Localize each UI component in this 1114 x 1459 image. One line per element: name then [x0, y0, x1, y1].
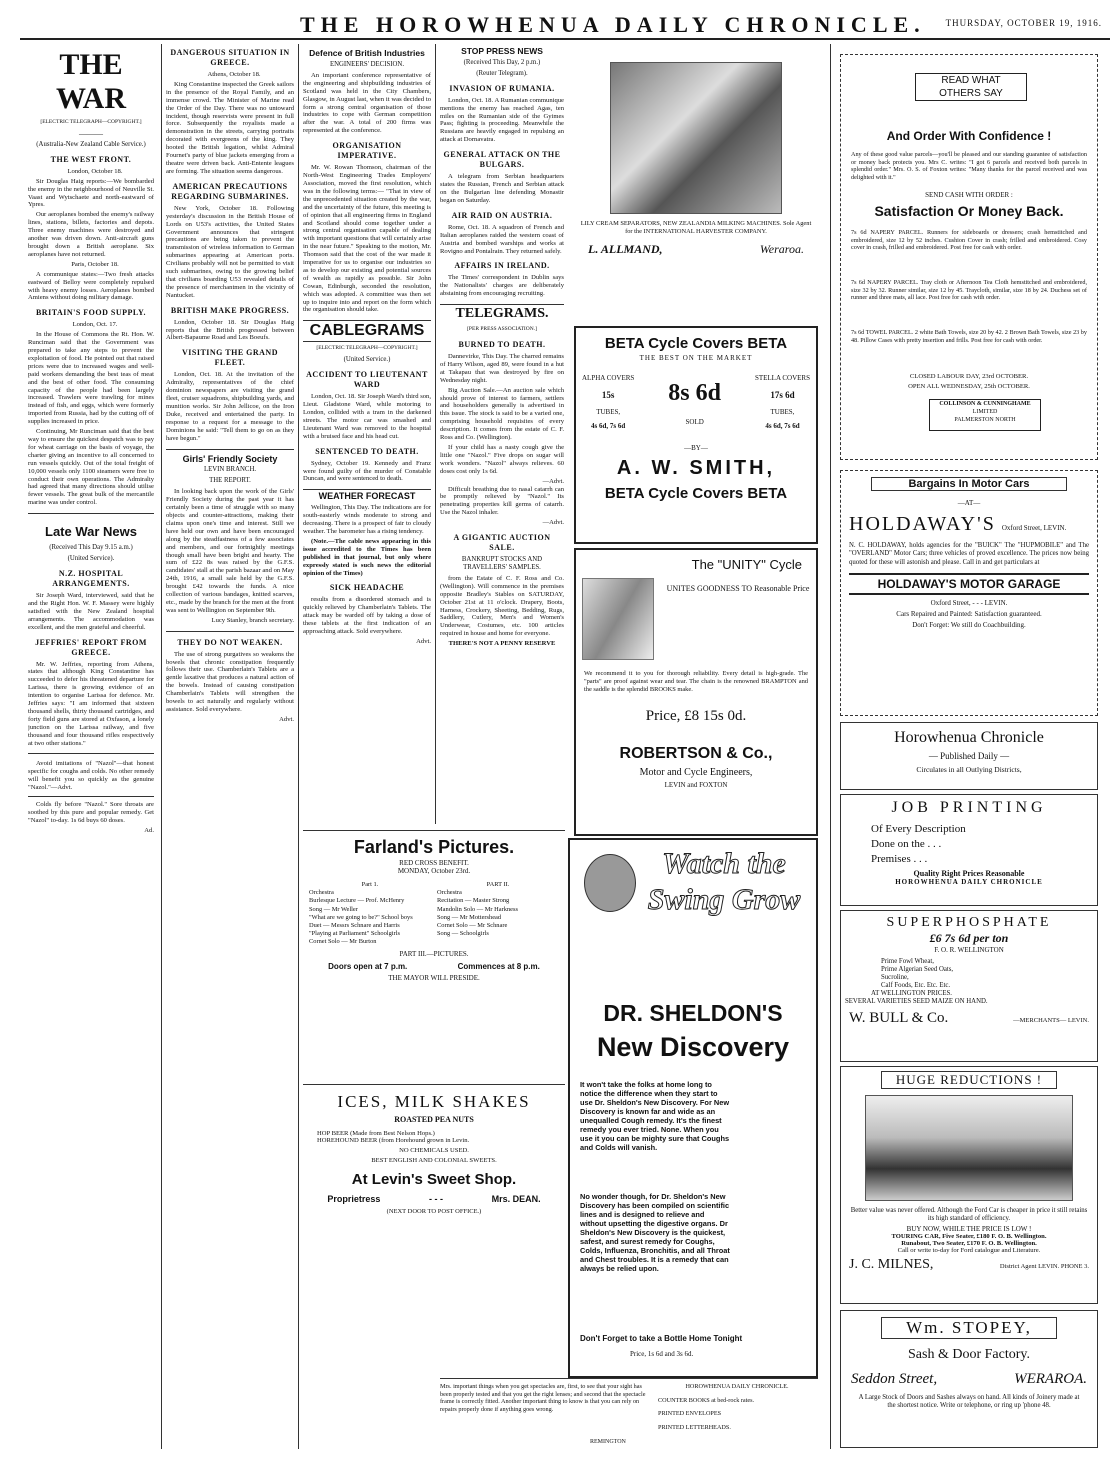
beta-ad [574, 326, 818, 544]
farland-part2 [431, 881, 559, 947]
holdaway-ad [840, 470, 1098, 716]
collinson-logo [929, 399, 1041, 431]
unity-sub: UNITES GOODNESS TO Reasonable Price [666, 584, 810, 593]
newspaper-title: THE HOROWHENUA DAILY CHRONICLE. [300, 12, 926, 37]
farland-sub: RED CROSS BENEFIT. [399, 859, 469, 867]
huge-title: HUGE REDUCTIONS ! [881, 1071, 1057, 1089]
article-text: Mr. W. Rowan Thomson, chairman of the North-West Engineering Trades Employers' Association, moved the first resolution, which was in the following terms:— "That in view of the unprecedented situation created by the war, and the uncertainty of the future, this meeting is of opinion that all engineering firms in England and Scotland should come together under a strong central organisation capable of dealing with important questions that will certainly arise in the near future." Speaking to the motion, Mr. Thomson said that the cost of the war made it imperative for us to organise our industries so as to develop our existing and potential sources of wealth as rapidly as possible. Sir John Cowan, Edinburgh, seconded the resolution, which was adopted. A committee was then set up to inquire into and report on the form which the organisation should take. [303, 164, 431, 314]
chronicle-sub: — Published Daily — [928, 751, 1010, 761]
unity-body: We recommend it to you for thorough reliability. Every detail is high-grade. The "parts" are proof against wear and tear. The chain is the renowned BRAMPTON and the saddle is the splendid BROOKS make. [584, 670, 808, 693]
chronicle-line: HOROWHENUA DAILY CHRONICLE. [685, 1383, 789, 1390]
super-items [845, 958, 1097, 1006]
super-item: SEVERAL VARIETIES SEED MAIZE ON HAND. [845, 998, 988, 1005]
spectacles-ad: Mrs. important things when you get spectacles are, first, to see that your sight has been properly tested and that you get the right lenses; and second that the spectacle frame is correctly fitted. Another important thing to know is that you can rely on repairs properly done if anything goes wrong. [440, 1383, 646, 1413]
beta-bottom: BETA Cycle Covers BETA [604, 485, 788, 502]
nazol-ad: Avoid imitations of "Nazol"—that honest specific for coughs and colds. No other remedy will benefit you so quickly as the genuine "Nazol."—Advt. [28, 760, 154, 792]
sheldon-forget: Don't Forget to take a Bottle Home Tonight [580, 1334, 743, 1343]
air-raid-heading: AIR RAID ON AUSTRIA. [451, 210, 553, 220]
chronicle-circ: Circulates in all Outlying Districts, [916, 765, 1022, 774]
chronicle-line: PRINTED ENVELOPES [658, 1410, 722, 1418]
program-item: Song — Mr Mottershead [437, 913, 502, 921]
parcel-offer: 7s 6d TOWEL PARCEL. 2 white Bath Towels, size 20 by 42. 2 Brown Bath Towels, size 23 by 48. Pillow Cases with pretty insertion and frills. Post free for cash with order. [851, 329, 1087, 344]
job-line: Of Every Description [871, 823, 966, 835]
alpha-label: ALPHA COVERS [582, 374, 635, 382]
face-illustration [584, 854, 636, 912]
masthead [20, 12, 1110, 40]
rumania-heading: INVASION OF RUMANIA. [449, 83, 555, 93]
war-assoc: (Australia-New Zealand Cable Service.) [36, 140, 146, 148]
garage-name: HOLDAWAY'S MOTOR GARAGE [849, 573, 1089, 595]
telegrams-heading: TELEGRAMS. [440, 304, 564, 323]
article-text: Paris, October 18. [71, 260, 119, 268]
column-rule [298, 44, 299, 1449]
superphosphate-ad [840, 910, 1098, 1062]
alpha-tube-price: 4s 6d, 7s 6d [591, 422, 626, 430]
beta-by: —BY— [684, 444, 708, 452]
headache-heading: SICK HEADACHE [329, 583, 405, 593]
article-text: The Times' correspondent in Dublin says the Nationalists' charges are deliberately abstaining from encouraging recruiting. [440, 274, 564, 298]
program-item: Cornet Solo — Mr Burton [309, 938, 377, 946]
closed-notice: CLOSED LABOUR DAY, 23rd OCTOBER. [909, 373, 1029, 380]
super-fob: F. O. R. WELLINGTON [934, 946, 1004, 954]
chronicle-printing [658, 1383, 816, 1431]
tele-source: [PER PRESS ASSOCIATION.] [467, 326, 537, 333]
column-industries [303, 44, 431, 824]
auction-sub: BANKRUPT STOCKS AND TRAVELLERS' SAMPLES. [461, 556, 543, 571]
bottom-strip [440, 1378, 818, 1449]
ices-roasted: ROASTED PEA NUTS [394, 1115, 474, 1124]
garage-address: Oxford Street, - - - LEVIN. [930, 599, 1008, 608]
coachbuilding: Don't Forget: We still do Coachbuilding. [912, 621, 1026, 630]
chronicle-line: PRINTED LETTERHEADS. [658, 1423, 731, 1431]
beta-title: BETA Cycle Covers BETA [604, 335, 788, 352]
ireland-heading: AFFAIRS IN IRELAND. [454, 261, 550, 271]
column-rule [435, 44, 436, 824]
program-item: Duet — Messrs Schnare and Harris [309, 922, 400, 930]
nazol-ad: If your child has a nasty cough give the little one "Nazol." Five drops on sugar will work wonders. "Nazol" always relieves. 60 doses cost only 1s 6d. [440, 444, 564, 475]
stella-label: STELLA COVERS [754, 374, 810, 382]
program-item: Cornet Solo — Mr Schnare [437, 922, 508, 930]
column-rule [161, 44, 162, 1449]
farland-doors: Doors open at 7 p.m. [328, 961, 408, 971]
motor-at: —AT— [957, 499, 981, 507]
part-heading: Part 1. [361, 881, 379, 888]
stella-covers [755, 374, 810, 430]
war-heading: THE WAR [55, 48, 126, 115]
article-text: A telegram from Serbian headquarters states the Russian, French and Serbian attack on the Bulgarian line defending Monastir began on Saturday. [440, 173, 564, 204]
allmand-town: Weraroa. [759, 242, 804, 256]
article-text: Big Auction Sale.—An auction sale which should prove of interest to farmers, settlers and householders generally is advertised in this issue. The stock is said to be a varied one, comprising household requisites of every description. It comes from the estate of C. F. Ross and Co. (Wellington). [440, 386, 564, 442]
late-received: (Received This Day 9.15 a.m.) [49, 544, 133, 552]
girls-report: THE REPORT. [209, 477, 251, 485]
ford-ad [840, 1066, 1098, 1304]
farland-title: Farland's Pictures. [353, 837, 515, 857]
issue-date: THURSDAY, OCTOBER 19, 1916. [945, 18, 1102, 28]
super-item: Sucroline, [881, 974, 909, 981]
article-text: Sir Joseph Ward, interviewed, said that he and the Right Hon. W. F. Massey were highly satisfied with the New Zealand hospital arrangements. The accommodation was excellent, and the men grateful and cheerful. [28, 591, 154, 631]
sheldon-body: It won't take the folks at home long to notice the difference when they start to use Dr. Sheldon's New Discovery. For New Discovery is known far and wide as an unequalled Cough remedy. It's the finest remedy you ever tried. None. When you use it you can be mighty sure that Coughs and Colds will vanish. [580, 1080, 730, 1152]
farland-ad [303, 830, 565, 1081]
ford-touring: TOURING CAR, Five Seater, £180 F. O. B. Wellington. [891, 1233, 1047, 1241]
ford-call: Call or write to-day for Ford catalogue and Literature. [897, 1247, 1041, 1255]
auction-heading: A GIGANTIC AUCTION SALE. [453, 533, 551, 553]
chamberlain-ad: results from a disordered stomach and is quickly relieved by Chamberlain's Tablets. The attack may be warded off by taking a dose of these tablets at the first indication of an approaching attack. Sold everywhere. [303, 596, 431, 636]
article-text: Our aeroplanes bombed the enemy's railway lines, stations, billets, factories and depots. Three enemy machines were destroyed and another was driven down. Anti-aircraft guns brought down a British aeroplane. Six aeroplanes have not returned. [28, 211, 154, 258]
program-item: "What are we going to be?" School boys [309, 913, 413, 921]
cable-service: (United Service.) [343, 356, 391, 364]
article-text: Lucy Stanley, branch secretary. [211, 616, 294, 624]
article-text: Sir Douglas Haig reports:—We bombarded the enemy in the neighbourhood of Neuville St. Vaast and Wytschaete and north-eastward of Ypres. [28, 177, 154, 209]
beta-sold: SOLD [685, 418, 704, 426]
stopey-sash: Sash & Door Factory. [908, 1347, 1030, 1362]
late-service: (United Service). [67, 555, 115, 563]
program-item: Orchestra [437, 889, 462, 897]
ices-line: HOREHOUND BEER (from Horehound grown in Levin. [317, 1137, 470, 1144]
alpha-tubes: TUBES, [596, 408, 621, 416]
logo-line: COLLINSON & CUNNINGHAME [939, 401, 1031, 407]
article-text: Rome, Oct. 18. A squadron of French and Italian aeroplanes raided the western coast of Austria and bombed warships and works at Rovigno and Pontalrain. They returned safely. [440, 223, 564, 255]
nazol-ad: Colds fly before "Nazol." Sore throats are soothed by this pure and popular remedy. Get "Nazol" to-day. 1s 6d buys 60 doses. [28, 801, 154, 824]
food-supply-heading: BRITAIN'S FOOD SUPPLY. [35, 308, 147, 318]
sheldon-price: Price, 1s 6d and 3s 6d. [630, 1350, 694, 1358]
cyclist-illustration [582, 578, 654, 660]
holdaway-body: N. C. HOLDAWAY, holds agencies for the "BUICK" The "HUPMOBILE" and The "OVERLAND" Motor Cars; three vehicles of proved excellence. The prices now being quoted for these will astonish and please. Call in and get particulars at [849, 542, 1089, 566]
super-item: Prime Algerian Seed Oats, [881, 966, 954, 973]
smith-name: A. W. SMITH, [616, 457, 776, 479]
ad-tag: —Advt. [542, 477, 564, 485]
sheldon-new-discovery: New Discovery [596, 1032, 790, 1062]
cash-with-order: SEND CASH WITH ORDER : [925, 191, 1013, 199]
column-war: THE WAR [ELECTRIC TELEGRAPH—COPYRIGHT.] ——— (Australia-New Zealand Cable Service.) THE WEST FRONT. London, October 18. Sir Douglas Haig reports:—We bombarded the enemy in the neighbourhood of Neuville St. Vaast and Wytschaete and north-eastward of Ypres. Our aeroplanes bombed the enemy's railway lines, stations, billets, factories and depots. Three enemy machines were destroyed and another was driven down. Anti-aircraft guns brought down a British aeroplane. Six aeroplanes have not returned. Paris, October 18. A communique states:—Two fresh attacks eastward of Belloy were completely repulsed with heavy enemy losses. Aeroplanes bombed Amiens without doing military damage. BRITAIN'S FOOD SUPPLY. London, Oct. 17. In the House of Commons the Rt. Hon. W. Runciman said that the Government was prepared to take any steps to prevent the exploitation of food. He pointed out that raised prices were due to increased wages and well-paid workers demanding the best teas of meat and the best of other food. The consuming capacity of the people had been largely increased. Trawlers were trawling for mines instead of fish, and eggs, which were formerly imported from Russia, had by the cutting off of supplies increased in price. Continuing, Mr Runciman said that the best way to ensure the quickest despatch was to pay for wheat carriage on the basis of voyage, the charter giving an incentive to all concerned to run vessels quickly. Out of the total freight of 10,000 vessels only 1100 steamers were free to conduct their own operations. The Admiralty had agreed that many directions should utilise fewer vessels. The great bulk of the mercantile marine was under control. Late War News (Received This Day 9.15 a.m.) (United Service). N.Z. HOSPITAL ARRANGEMENTS. Sir Joseph Ward, interviewed, said that he and the Right Hon. W. F. Massey were highly satisfied with the New Zealand hospital arrangements. The accommodation was excellent, and the men grateful and cheerful. JEFFRIES' REPORT FROM GREECE. Mr. W. Jeffries, reporting from Athens, states that although King Constantine has succeeded to defer his threatened departure for Larissa, there is growing evidence of an intention to organise Larissa for defence. Mr. Jeffries says: "I am informed that sixteen thousand shells, thirty thousand cartridges, and forty field guns are stored at Oxfason, a lonely junction on the Larissa railway, and five thousand and four thousand rifles respectively at two other stations." Avoid imitations of "Nazol"—that honest specific for coughs and colds. No other remedy will benefit you so quickly as the genuine "Nazol."—Advt. Colds fly before "Nazol." Sore throats are soothed by this pure and popular remedy. Get "Nazol" to-day. 1s 6d buys 60 doses. Ad. [28, 48, 154, 834]
job-printing-ad [840, 794, 1098, 906]
sheldon-swing: Watch the Swing Grow [647, 847, 801, 916]
stop-reuter: (Reuter Telegram). [476, 69, 528, 77]
farland-date: MONDAY, October 23rd. [397, 867, 471, 875]
robertson-motor: Motor and Cycle Engineers, [639, 767, 753, 778]
robertson-towns: LEVIN and FOXTON [664, 781, 728, 789]
article-text: Dannevirke, This Day. The charred remains of Harry Wilson, aged 89, were found in a hut at Takapau that was destroyed by fire on Wednesday night. [440, 353, 564, 384]
sheldon-body2: No wonder though, for Dr. Sheldon's New Discovery has been compiled on scientific lines and is designed to relieve and without upsetting the digestive organs. Dr Sheldon's New Discovery is the quickest, safest, and surest remedy for Coughs, Colds, Influenza, Bronchitis, and all Throat and Chest troubles. It is a remedy that can always be relied upon. [580, 1192, 730, 1273]
program-item: Orchestra [309, 889, 334, 897]
west-front-heading: THE WEST FRONT. [50, 154, 132, 164]
chronicle-line: COUNTER BOOKS at bed-rock rates. [658, 1396, 755, 1404]
article-text: Sydney, October 19. Kennedy and Franz were found guilty of the murder of Constable Duncan, and were sentenced to death. [303, 459, 431, 483]
beta-sub: THE BEST ON THE MARKET [639, 354, 753, 362]
parcel-offer: 7s 6d NAPERY PARCEL. Runners for sideboards or dressers; crash hemstitched and embroidered, size 12 by 52 inches. Cushion Cover in crash; frilled and embroidered. Cosy cover in crash, frilled and embroidered. Post free for cash with order. [851, 229, 1087, 252]
ad-tag: Advt. [416, 637, 431, 645]
burned-heading: BURNED TO DEATH. [458, 340, 546, 350]
stop-press-heading: STOP PRESS NEWS [461, 46, 543, 56]
read-what-badge [915, 73, 1027, 101]
car-illustration [865, 1095, 1073, 1201]
super-price: £6 7s 6d per ton [929, 931, 1009, 945]
stop-received: (Received This Day, 2 p.m.) [463, 58, 541, 66]
sheldon-ad [568, 838, 818, 1378]
ices-line: HOP BEER (Made from Best Nelson Hops.) [317, 1130, 435, 1137]
ad-tag: Advt. [279, 715, 294, 723]
program-item: "Playing at Parliament" Schoolgirls [309, 930, 400, 938]
parcel-offer: 7s 6d NAPERY PARCEL. Tray cloth or Afternoon Tea Cloth hemstitched and embroidered, size 32 by 32. Runner similar, size 12 by 45. Traycloth, similar, size 18 by 24. Duchess set of runner and three mats, all lace. Post free for cash with order. [851, 279, 1087, 302]
beta-center [668, 378, 721, 426]
farland-commence: Commences at 8 p.m. [457, 961, 540, 971]
cablegrams-heading: CABLEGRAMS [303, 320, 431, 342]
column-stop-press [440, 44, 564, 824]
milnes-agent: District Agent LEVIN. PHONE 3. [999, 1263, 1089, 1271]
girls-friendly-heading: Girls' Friendly Society [182, 453, 278, 464]
quality-line: Quality Right Prices Reasonable [913, 869, 1025, 878]
ices-sep: - - - [428, 1194, 443, 1204]
article-text: London, October 18. [67, 167, 123, 175]
program-item: Song — Schoolgirls [437, 930, 489, 938]
weaken-heading: THEY DO NOT WEAKEN. [177, 637, 283, 647]
ices-next: (NEXT DOOR TO POST OFFICE.) [386, 1208, 482, 1215]
program-item: Song — Mr Weller [309, 905, 358, 913]
article-text: In the House of Commons the Rt. Hon. W. Runciman said that the Government was prepared to take any steps to prevent the exploitation of food. He pointed out that raised prices were due to increased wages and well-paid workers demanding the best teas of meat and the best of other food. The consuming capacity of the people had been largely increased. Trawlers were trawling for mines instead of fish, and eggs, which were formerly imported from Russia, had by the cutting off of supplies increased in price. [28, 331, 154, 426]
beta-price: 8s 6d [668, 380, 721, 406]
jeffries-heading: JEFFRIES' REPORT FROM GREECE. [35, 637, 147, 657]
chronicle-title: Horowhenua Chronicle [894, 729, 1044, 746]
open-notice: OPEN ALL WEDNESDAY, 25th OCTOBER. [908, 383, 1030, 390]
chamberlain-ad: The use of strong purgatives so weakens the bowels that chronic constipation frequently follows their use. Chamberlain's Tablets are a gentle laxative that produces a natural action of the bowels. Instead of causing constipation Chamberlain's Tablets will strengthen the bowels to act naturally and regularly without assistance. Sold everywhere. [166, 650, 294, 713]
accident-heading: ACCIDENT TO LIEUTENANT WARD [306, 370, 428, 390]
weather-heading: WEATHER FORECAST [303, 489, 431, 501]
column-greece [166, 44, 294, 1449]
logo-line: PALMERSTON NORTH [954, 417, 1016, 423]
article-text: Athens, October 18. [207, 71, 261, 78]
hospital-heading: N.Z. HOSPITAL ARRANGEMENTS. [52, 568, 130, 588]
milnes-name: J. C. MILNES, [849, 1257, 934, 1273]
article-text: London, Oct. 18. A Rumanian communique mentions the enemy has reached Agas, ten miles on the Rumanian side of the Gyimes Pass; fighting is proceeding. Meanwhile the Russians are heavily engaged in repulsing an attack at Dornavatra. [440, 96, 564, 144]
article-text: In looking back upon the work of the Girls' Friendly Society during the past year it has certainly been a time of struggle with so many objects and counter-attractions, making their claims upon one's time and interest. Still we have held our own and have been encouraged along by the steadfastness of a few associates and members, and our fortnightly meetings though small have been bright and hearty. The sum of £22 8s was raised by the G.F.S. candidates' stall at the parish bazaar and on May 24th, 1916, a small sale held by the G.F.S. brought £42 towards the funds. A nice collection of various bandages, knitted scarves, etc., made by the branch for the men at the front was sent to Wellington on September 9th. [166, 488, 294, 614]
defence-sub: ENGINEERS' DECISION. [329, 61, 405, 68]
article-text: London, Oct. 18. Sir Joseph Ward's third son, Lieut. Gladstone Ward, while motoring to London, collided with a tram in the darkened streets. The motor car was smashed and Lieutenant Ward was removed to the hospital with a bruised face and his head cut. [303, 393, 431, 440]
column-rule [830, 44, 831, 1449]
holdaway-name: HOLDAWAY'S [849, 513, 996, 535]
stopey-town: WERAROA. [1014, 1371, 1087, 1387]
greece-heading: DANGEROUS SITUATION IN GREECE. [170, 48, 290, 67]
program-item: Recitation — Master Strong [437, 897, 510, 905]
bulgars-heading: GENERAL ATTACK ON THE BULGARS. [443, 150, 561, 170]
stopey-ad [840, 1310, 1098, 1448]
job-line: Premises . . . [871, 853, 928, 865]
stella-price: 17s 6d [770, 390, 795, 400]
proprietress-name: Mrs. DEAN. [491, 1194, 541, 1204]
article-text: from the Estate of C. F. Ross and Co. (Wellington). Will commence in the premises opposite Bradley's Stables on SATURDAY, October 21st at 11 o'clock. Drapery, Boots, Harness, Crockery, Sheeting, Bedding, Rugs, Saddlery, Cutlery, Men's and Women's Underwear, Costumes, etc. 100 articles required in house and home for everyone. [440, 574, 564, 638]
proprietress-label: Proprietress [327, 1194, 381, 1204]
article-text: Mr. W. Jeffries, reporting from Athens, states that although King Constantine has succeeded to defer his threatened departure for Larissa, there is growing evidence of an intention to organise Larissa for defence. Mr. Jeffries says: "I am informed that sixteen thousand shells, thirty thousand cartridges, and forty field guns are stored at Oxfason, a lonely junction on the Larissa railway, and five thousand and four thousand rifles respectively at two other stations." [28, 660, 154, 747]
ices-line: NO CHEMICALS USED. [399, 1147, 469, 1154]
ford-body: Better value was never offered. Although the Ford Car is cheaper in price it still retains its high standard of efficiency. [850, 1207, 1088, 1223]
super-item: AT WELLINGTON PRICES. [871, 990, 952, 997]
part-heading: PART II. [486, 881, 510, 888]
sweet-shop-title: At Levin's Sweet Shop. [351, 1171, 517, 1188]
ices-title: ICES, MILK SHAKES [337, 1092, 531, 1111]
allmand-line: LILY CREAM SEPARATORS, NEW ZEALANDIA MILKING MACHINES. Sole Agent for the INTERNATIONAL HARVESTER COMPANY. [580, 220, 812, 235]
farland-mayor: THE MAYOR WILL PRESIDE. [388, 973, 480, 982]
allmand-name: L. ALLMAND, [588, 242, 663, 256]
alpha-covers [582, 374, 634, 430]
ford-buy: BUY NOW, WHILE THE PRICE IS LOW ! [906, 1225, 1032, 1234]
american-heading: AMERICAN PRECAUTIONS REGARDING SUBMARINES. [171, 181, 289, 201]
allmand-ad [570, 44, 822, 314]
super-item: Calf Foods, Etc. Etc. Etc. [881, 982, 951, 989]
alpha-price: 15s [601, 390, 615, 400]
job-line: Done on the . . . [871, 838, 942, 850]
remington-label: REMINGTON [590, 1439, 626, 1445]
ices-line: BEST ENGLISH AND COLONIAL SWEETS. [371, 1157, 497, 1164]
program-item: Mandolin Solo — Mr Harkness [437, 905, 518, 913]
article-text: London, Oct. 17. [72, 321, 118, 329]
stella-tube-price: 4s 6d, 7s 6d [765, 422, 800, 430]
article-text: King Constantine inspected the Greek sailors in the presence of the Royal Family, and an immense crowd. The Minister of Marine read the Order of the Day. There was no untoward incident, though reservists were present in full force. Subsequently the royalists made a demonstration in the streets, carrying portraits decorated with evergreens of the king. They hooted the British legation, whilst Admiral Fournet's party of blue jackets emerging from a theatre were driven back. Anti-Entente leagues are forming. The situation seems dangerous. [166, 80, 294, 175]
unity-price: Price, £8 15s 0d. [645, 708, 747, 724]
cars-repaired: Cars Repaired and Painted: Satisfaction guaranteed. [896, 610, 1042, 619]
organisation-heading: ORGANISATION IMPERATIVE. [332, 141, 402, 161]
bull-name: W. BULL & Co. [849, 1010, 949, 1026]
farland-part3: PART III.—PICTURES. [399, 949, 469, 958]
ad-tag: —Advt. [542, 519, 564, 527]
ford-runabout: Runabout, Two Seater, £170 F. O. B. Wellington. [901, 1240, 1037, 1248]
fleet-heading: VISITING THE GRAND FLEET. [182, 348, 278, 368]
chronicle-ad [840, 722, 1098, 790]
stopey-street: Seddon Street, [851, 1371, 938, 1387]
job-printing-title: JOB PRINTING [891, 799, 1047, 816]
motor-heading: Bargains In Motor Cars [871, 477, 1067, 491]
engine-illustration [610, 62, 782, 214]
death-heading: SENTENCED TO DEATH. [315, 446, 419, 456]
satisfaction-heading: Satisfaction Or Money Back. [874, 203, 1064, 219]
article-text: Continuing, Mr Runciman said that the best way to ensure the quickest despatch was to pay for wheat carriage on the basis of voyage, the charter giving an incentive to all concerned to run vessels quickly. Out of the total freight of 10,000 vessels only 1100 steamers were free to conduct their own operations. The Admiralty had agreed that many directions should utilise fewer vessels. The great bulk of the mercantile marine was under control. [28, 428, 154, 507]
badge-line: OTHERS SAY [939, 88, 1003, 99]
collinson-ad [840, 54, 1098, 460]
article-text: New York, October 18. Following yesterday's discussion in the British House of Lords on U53's activities, the United States Government announces that stringent precautions are being taken to prevent the transmission of wireless information to German submarines appearing at American ports. Civilians probably will not be permitted to visit such submarines, owing to the growing belief that civilians boarding U53 revealed details of the presence of merchantmen in the vicinity of Nantucket. [166, 204, 294, 299]
stella-tubes: TUBES, [770, 408, 795, 416]
sheldon-title: DR. SHELDON'S [603, 1000, 783, 1026]
farland-part1 [309, 881, 431, 947]
article-text: A communique states:—Two fresh attacks eastward of Belloy were completely repulsed with heavy enemy losses. Aeroplanes bombed Amiens without doing military damage. [28, 270, 154, 302]
stopey-body: A Large Stock of Doors and Sashes always on hand. All kinds of Joinery made at the shortest notice. Write or telephone, or ring up 'phone 48. [858, 1394, 1080, 1410]
chronicle-name: HOROWHENUA DAILY CHRONICLE [895, 878, 1043, 886]
super-title: SUPERPHOSPHATE [886, 915, 1052, 930]
article-text: An important conference representative of the engineering and shipbuilding industries of Scotland was held in the City Chambers, Glasgow, in August last, when it was decided to form a strong central organisation of those industries to cope with German competition after the war. A total of 200 firms was represented at the conference. [303, 71, 431, 135]
late-war-news-heading: Late War News [45, 524, 137, 540]
ad-tag: Ad. [144, 826, 154, 834]
program-item: Burlesque Lecture — Prof. McHenry [309, 897, 405, 905]
robertson-name: ROBERTSON & Co., [619, 745, 773, 762]
war-source: [ELECTRIC TELEGRAPH—COPYRIGHT.] [40, 119, 142, 125]
girls-branch: LEVIN BRANCH. [203, 466, 257, 474]
logo-line: LIMITED [972, 409, 998, 415]
unity-title: The "UNITY" Cycle [691, 557, 802, 572]
cable-source: [ELECTRIC TELEGRAPH—COPYRIGHT.] [316, 345, 418, 352]
confidence-heading: And Order With Confidence ! [886, 129, 1052, 143]
article-text: London, Oct. 18. At the invitation of the Admiralty, representatives of the chief dominion newspapers are visiting the grand fleet, cruiser squadrons, shipbuilding yards, and munition works. Sir John Jellicoe, on the Iron Duke, received and entertained the party. In response to a request for a message to the Dominions he said: "Tell them to go on as they have begun." [166, 371, 294, 442]
article-text: Wellington, This Day. The indications are for south-easterly winds moderate to strong and decreasing. There is a prospect of fair to cloudy weather. The barometer has a rising tendency. [303, 504, 431, 535]
ices-ad [303, 1084, 565, 1245]
auction-reserve: THERE'S NOT A PENNY RESERVE [448, 640, 556, 648]
nazol-ad: Difficult breathing due to nasal catarrh can be promptly relieved by "Nazol." Its penetrating properties kill germs of catarrh. Use the Nazol inhaler. [440, 485, 564, 517]
holdaway-address: Oxford Street, LEVIN. [1001, 524, 1067, 532]
article-text: London, October 18. Sir Douglas Haig reports that the British progressed between Albert-Bapaume Road and Les Boeufs. [166, 318, 294, 342]
defence-heading: Defence of British Industries [309, 48, 425, 58]
super-item: Prime Fowl Wheat, [881, 958, 934, 965]
progress-heading: BRITISH MAKE PROGRESS. [170, 305, 290, 315]
bull-merchants: —MERCHANTS— LEVIN. [1013, 1017, 1089, 1024]
stopey-name: Wm. STOPEY, [881, 1317, 1057, 1339]
unity-ad [574, 548, 818, 836]
badge-line: READ WHAT [941, 75, 1001, 86]
collinson-body: Any of these good value parcels—you'll be pleased and our standing guarantee of satisfaction or money back protects you. Mrs C. writes: "I got 6 parcels and received both parcels in splendid order." Mrs. O. S. of Foxton writes: "Many thanks for the parcel received and was delighted with it." [851, 151, 1087, 181]
times-notice: (Note.—The cable news appearing in this issue accredited to the Times has been published in that journal, but only where expressly stated is such news the editorial opinion of the Times) [303, 537, 431, 577]
